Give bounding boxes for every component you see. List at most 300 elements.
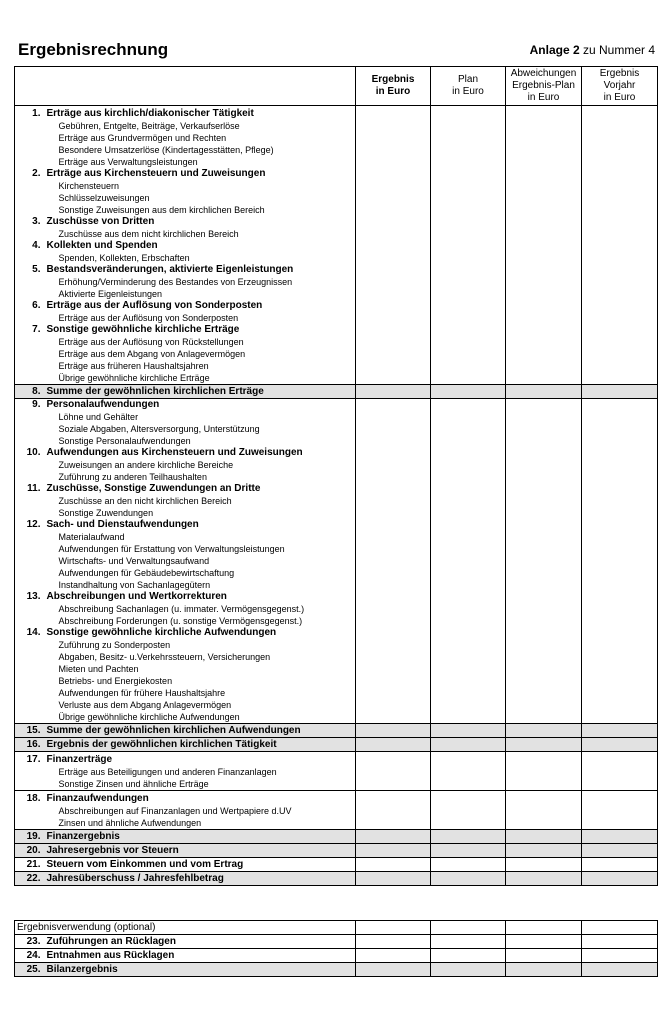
- value-cell[interactable]: [582, 132, 658, 144]
- value-cell[interactable]: [582, 216, 658, 228]
- value-cell[interactable]: [506, 288, 582, 300]
- value-cell[interactable]: [356, 423, 431, 435]
- value-cell[interactable]: [431, 435, 506, 447]
- value-cell[interactable]: [356, 724, 431, 738]
- value-cell[interactable]: [431, 423, 506, 435]
- value-cell[interactable]: [506, 385, 582, 399]
- value-cell[interactable]: [431, 120, 506, 132]
- value-cell[interactable]: [431, 817, 506, 830]
- value-cell[interactable]: [356, 507, 431, 519]
- row-label: Erträge aus dem Abgang von Anlagevermögen: [58, 349, 246, 359]
- value-cell[interactable]: [506, 639, 582, 651]
- value-cell[interactable]: [506, 507, 582, 519]
- value-cell[interactable]: [582, 264, 658, 276]
- value-cell[interactable]: [356, 447, 431, 459]
- value-cell[interactable]: [431, 963, 506, 977]
- value-cell[interactable]: [431, 738, 506, 752]
- value-cell[interactable]: [506, 817, 582, 830]
- value-cell[interactable]: [431, 144, 506, 156]
- value-cell[interactable]: [506, 872, 582, 886]
- value-cell[interactable]: [506, 168, 582, 180]
- value-cell[interactable]: [356, 312, 431, 324]
- value-cell[interactable]: [506, 531, 582, 543]
- value-cell[interactable]: [431, 228, 506, 240]
- value-cell[interactable]: [431, 192, 506, 204]
- value-cell[interactable]: [356, 778, 431, 791]
- value-cell[interactable]: [356, 168, 431, 180]
- value-cell[interactable]: [356, 336, 431, 348]
- value-cell[interactable]: [356, 120, 431, 132]
- value-cell[interactable]: [356, 324, 431, 336]
- value-cell[interactable]: [431, 935, 506, 949]
- value-cell[interactable]: [582, 276, 658, 288]
- value-cell[interactable]: [431, 312, 506, 324]
- value-cell[interactable]: [431, 519, 506, 531]
- value-cell[interactable]: [356, 106, 431, 121]
- value-cell[interactable]: [506, 336, 582, 348]
- row-number: 22.: [15, 872, 45, 886]
- value-cell[interactable]: [431, 240, 506, 252]
- value-cell[interactable]: [356, 483, 431, 495]
- value-cell[interactable]: [582, 738, 658, 752]
- value-cell[interactable]: [582, 817, 658, 830]
- value-cell[interactable]: [431, 459, 506, 471]
- value-cell[interactable]: [506, 216, 582, 228]
- row-label: Erträge aus Verwaltungsleistungen: [58, 157, 198, 167]
- line-item-row: [15, 687, 658, 699]
- row-number: [15, 435, 45, 447]
- value-cell[interactable]: [582, 639, 658, 651]
- value-cell[interactable]: [356, 817, 431, 830]
- value-cell[interactable]: [506, 651, 582, 663]
- value-cell[interactable]: [582, 228, 658, 240]
- value-cell[interactable]: [356, 132, 431, 144]
- value-cell[interactable]: [356, 264, 431, 276]
- value-cell[interactable]: [506, 687, 582, 699]
- value-cell[interactable]: [582, 360, 658, 372]
- value-cell[interactable]: [582, 519, 658, 531]
- value-cell[interactable]: [582, 324, 658, 336]
- value-cell[interactable]: [582, 615, 658, 627]
- value-cell[interactable]: [356, 615, 431, 627]
- value-cell[interactable]: [431, 675, 506, 687]
- value-cell[interactable]: [506, 106, 582, 121]
- value-cell[interactable]: [431, 543, 506, 555]
- value-cell[interactable]: [582, 651, 658, 663]
- value-cell[interactable]: [431, 711, 506, 724]
- value-cell[interactable]: [356, 411, 431, 423]
- value-cell[interactable]: [582, 495, 658, 507]
- value-cell[interactable]: [506, 805, 582, 817]
- value-cell[interactable]: [431, 858, 506, 872]
- value-cell[interactable]: [582, 949, 658, 963]
- value-cell[interactable]: [582, 603, 658, 615]
- line-item-row: [15, 555, 658, 567]
- value-cell[interactable]: [506, 156, 582, 168]
- section-row: [15, 300, 658, 312]
- value-cell[interactable]: [431, 778, 506, 791]
- line-item-row: [15, 805, 658, 817]
- value-cell[interactable]: [356, 372, 431, 385]
- value-cell[interactable]: [506, 615, 582, 627]
- value-cell[interactable]: [431, 579, 506, 591]
- value-cell[interactable]: [356, 663, 431, 675]
- value-cell[interactable]: [431, 531, 506, 543]
- value-cell[interactable]: [356, 252, 431, 264]
- value-cell[interactable]: [582, 336, 658, 348]
- value-cell[interactable]: [582, 168, 658, 180]
- value-cell[interactable]: [356, 399, 431, 412]
- value-cell[interactable]: [431, 872, 506, 886]
- value-cell[interactable]: [582, 459, 658, 471]
- value-cell[interactable]: [356, 699, 431, 711]
- value-cell[interactable]: [356, 385, 431, 399]
- value-cell[interactable]: [582, 844, 658, 858]
- line-item-row: [15, 543, 658, 555]
- row-label: Bestandsveränderungen, aktivierte Eigenleistungen: [46, 264, 294, 275]
- value-cell[interactable]: [506, 483, 582, 495]
- value-cell[interactable]: [356, 591, 431, 603]
- value-cell[interactable]: [506, 555, 582, 567]
- value-cell[interactable]: [506, 471, 582, 483]
- value-cell[interactable]: [356, 360, 431, 372]
- value-cell[interactable]: [582, 711, 658, 724]
- section-row: [15, 240, 658, 252]
- value-cell[interactable]: [506, 543, 582, 555]
- value-cell[interactable]: [431, 615, 506, 627]
- value-cell[interactable]: [356, 495, 431, 507]
- value-cell[interactable]: [582, 411, 658, 423]
- value-cell[interactable]: [431, 216, 506, 228]
- value-cell[interactable]: [356, 639, 431, 651]
- value-cell[interactable]: [582, 935, 658, 949]
- value-cell[interactable]: [582, 778, 658, 791]
- value-cell[interactable]: [356, 627, 431, 639]
- value-cell[interactable]: [431, 276, 506, 288]
- value-cell[interactable]: [506, 627, 582, 639]
- value-cell[interactable]: [506, 252, 582, 264]
- value-cell[interactable]: [431, 447, 506, 459]
- value-cell[interactable]: [582, 921, 658, 935]
- value-cell[interactable]: [431, 252, 506, 264]
- line-item-row: [15, 252, 658, 264]
- row-number: [15, 805, 45, 817]
- value-cell[interactable]: [356, 687, 431, 699]
- value-cell[interactable]: [356, 543, 431, 555]
- value-cell[interactable]: [506, 844, 582, 858]
- value-cell[interactable]: [356, 156, 431, 168]
- value-cell[interactable]: [431, 360, 506, 372]
- value-cell[interactable]: [582, 252, 658, 264]
- value-cell[interactable]: [356, 603, 431, 615]
- value-cell[interactable]: [431, 156, 506, 168]
- value-cell[interactable]: [582, 858, 658, 872]
- value-cell[interactable]: [582, 471, 658, 483]
- value-cell[interactable]: [506, 312, 582, 324]
- value-cell[interactable]: [356, 531, 431, 543]
- value-cell[interactable]: [431, 411, 506, 423]
- row-label: Sonstige Zuwendungen: [58, 508, 154, 518]
- value-cell[interactable]: [431, 766, 506, 778]
- value-cell[interactable]: [356, 435, 431, 447]
- value-cell[interactable]: [431, 180, 506, 192]
- value-cell[interactable]: [356, 192, 431, 204]
- value-cell[interactable]: [356, 858, 431, 872]
- value-cell[interactable]: [582, 300, 658, 312]
- value-cell[interactable]: [431, 399, 506, 412]
- value-cell[interactable]: [356, 144, 431, 156]
- value-cell[interactable]: [431, 555, 506, 567]
- value-cell[interactable]: [506, 324, 582, 336]
- value-cell[interactable]: [582, 180, 658, 192]
- value-cell[interactable]: [356, 579, 431, 591]
- row-number: [15, 543, 45, 555]
- value-cell[interactable]: [356, 519, 431, 531]
- value-cell[interactable]: [356, 651, 431, 663]
- value-cell[interactable]: [506, 240, 582, 252]
- value-cell[interactable]: [506, 192, 582, 204]
- value-cell[interactable]: [431, 663, 506, 675]
- value-cell[interactable]: [506, 132, 582, 144]
- value-cell[interactable]: [431, 791, 506, 806]
- value-cell[interactable]: [356, 766, 431, 778]
- value-cell[interactable]: [582, 531, 658, 543]
- line-item-row: [15, 372, 658, 385]
- value-cell[interactable]: [431, 752, 506, 767]
- value-cell[interactable]: [506, 791, 582, 806]
- value-cell[interactable]: [506, 423, 582, 435]
- value-cell[interactable]: [431, 651, 506, 663]
- value-cell[interactable]: [582, 872, 658, 886]
- value-cell[interactable]: [431, 724, 506, 738]
- value-cell[interactable]: [356, 567, 431, 579]
- value-cell[interactable]: [431, 204, 506, 216]
- value-cell[interactable]: [582, 699, 658, 711]
- value-cell[interactable]: [356, 240, 431, 252]
- value-cell[interactable]: [582, 543, 658, 555]
- value-cell[interactable]: [582, 192, 658, 204]
- value-cell[interactable]: [506, 699, 582, 711]
- value-cell[interactable]: [506, 921, 582, 935]
- value-cell[interactable]: [506, 204, 582, 216]
- value-cell[interactable]: [431, 921, 506, 935]
- value-cell[interactable]: [356, 348, 431, 360]
- value-cell[interactable]: [356, 555, 431, 567]
- value-cell[interactable]: [356, 844, 431, 858]
- value-cell[interactable]: [431, 106, 506, 121]
- value-cell[interactable]: [431, 567, 506, 579]
- value-cell[interactable]: [356, 738, 431, 752]
- value-cell[interactable]: [506, 276, 582, 288]
- value-cell[interactable]: [582, 752, 658, 767]
- value-cell[interactable]: [506, 372, 582, 385]
- value-cell[interactable]: [356, 228, 431, 240]
- value-cell[interactable]: [582, 507, 658, 519]
- row-label: Übrige gewöhnliche kirchliche Erträge: [58, 373, 210, 383]
- line-item-row: [15, 156, 658, 168]
- value-cell[interactable]: [506, 435, 582, 447]
- value-cell[interactable]: [431, 495, 506, 507]
- value-cell[interactable]: [506, 348, 582, 360]
- value-cell[interactable]: [506, 675, 582, 687]
- section-row: [15, 106, 658, 121]
- value-cell[interactable]: [431, 603, 506, 615]
- value-cell[interactable]: [506, 738, 582, 752]
- row-label: Abschreibungen und Wertkorrekturen: [46, 591, 227, 602]
- value-cell[interactable]: [506, 399, 582, 412]
- value-cell[interactable]: [431, 699, 506, 711]
- value-cell[interactable]: [582, 120, 658, 132]
- value-cell[interactable]: [506, 752, 582, 767]
- value-cell[interactable]: [582, 288, 658, 300]
- value-cell[interactable]: [582, 724, 658, 738]
- value-cell[interactable]: [506, 935, 582, 949]
- value-cell[interactable]: [582, 627, 658, 639]
- value-cell[interactable]: [582, 423, 658, 435]
- value-cell[interactable]: [582, 579, 658, 591]
- value-cell[interactable]: [356, 276, 431, 288]
- value-cell[interactable]: [431, 385, 506, 399]
- value-cell[interactable]: [356, 935, 431, 949]
- value-cell[interactable]: [506, 144, 582, 156]
- value-cell[interactable]: [506, 949, 582, 963]
- value-cell[interactable]: [356, 949, 431, 963]
- value-cell[interactable]: [506, 591, 582, 603]
- row-number: [15, 663, 45, 675]
- value-cell[interactable]: [356, 675, 431, 687]
- value-cell[interactable]: [582, 963, 658, 977]
- total-row: [15, 949, 658, 963]
- value-cell[interactable]: [506, 495, 582, 507]
- value-cell[interactable]: [506, 180, 582, 192]
- value-cell[interactable]: [506, 300, 582, 312]
- value-cell[interactable]: [356, 216, 431, 228]
- value-cell[interactable]: [582, 435, 658, 447]
- value-cell[interactable]: [582, 348, 658, 360]
- value-cell[interactable]: [431, 949, 506, 963]
- value-cell[interactable]: [356, 805, 431, 817]
- value-cell[interactable]: [582, 805, 658, 817]
- value-cell[interactable]: [582, 156, 658, 168]
- value-cell[interactable]: [506, 567, 582, 579]
- value-cell[interactable]: [356, 830, 431, 844]
- value-cell[interactable]: [582, 399, 658, 412]
- value-cell[interactable]: [582, 791, 658, 806]
- value-cell[interactable]: [582, 385, 658, 399]
- value-cell[interactable]: [506, 264, 582, 276]
- value-cell[interactable]: [506, 724, 582, 738]
- value-cell[interactable]: [582, 204, 658, 216]
- value-cell[interactable]: [356, 180, 431, 192]
- value-cell[interactable]: [506, 228, 582, 240]
- value-cell[interactable]: [506, 579, 582, 591]
- value-cell[interactable]: [582, 240, 658, 252]
- row-label: Spenden, Kollekten, Erbschaften: [58, 253, 190, 263]
- row-label: Abschreibung Forderungen (u. sonstige Vermögensgegenst.): [58, 616, 303, 626]
- value-cell[interactable]: [582, 830, 658, 844]
- value-cell[interactable]: [431, 324, 506, 336]
- value-cell[interactable]: [582, 372, 658, 385]
- value-cell[interactable]: [506, 360, 582, 372]
- value-cell[interactable]: [506, 663, 582, 675]
- value-cell[interactable]: [506, 766, 582, 778]
- value-cell[interactable]: [582, 663, 658, 675]
- value-cell[interactable]: [356, 752, 431, 767]
- line-item-row: [15, 132, 658, 144]
- value-cell[interactable]: [356, 711, 431, 724]
- value-cell[interactable]: [356, 459, 431, 471]
- value-cell[interactable]: [431, 507, 506, 519]
- value-cell[interactable]: [506, 519, 582, 531]
- line-item-row: [15, 120, 658, 132]
- value-cell[interactable]: [356, 471, 431, 483]
- value-cell[interactable]: [356, 921, 431, 935]
- value-cell[interactable]: [356, 204, 431, 216]
- value-cell[interactable]: [431, 264, 506, 276]
- value-cell[interactable]: [431, 471, 506, 483]
- row-number: [15, 766, 45, 778]
- value-cell[interactable]: [506, 603, 582, 615]
- value-cell[interactable]: [506, 830, 582, 844]
- value-cell[interactable]: [431, 168, 506, 180]
- value-cell[interactable]: [431, 132, 506, 144]
- value-cell[interactable]: [582, 312, 658, 324]
- value-cell[interactable]: [431, 288, 506, 300]
- value-cell[interactable]: [431, 627, 506, 639]
- value-cell[interactable]: [582, 483, 658, 495]
- value-cell[interactable]: [582, 447, 658, 459]
- value-cell[interactable]: [356, 963, 431, 977]
- line-item-row: [15, 423, 658, 435]
- value-cell[interactable]: [356, 300, 431, 312]
- value-cell[interactable]: [582, 567, 658, 579]
- value-cell[interactable]: [582, 106, 658, 121]
- value-cell[interactable]: [356, 791, 431, 806]
- value-cell[interactable]: [356, 872, 431, 886]
- value-cell[interactable]: [431, 687, 506, 699]
- value-cell[interactable]: [431, 348, 506, 360]
- value-cell[interactable]: [506, 963, 582, 977]
- value-cell[interactable]: [431, 300, 506, 312]
- value-cell[interactable]: [431, 639, 506, 651]
- value-cell[interactable]: [506, 447, 582, 459]
- value-cell[interactable]: [582, 766, 658, 778]
- total-row: [15, 963, 658, 977]
- value-cell[interactable]: [506, 459, 582, 471]
- value-cell[interactable]: [431, 591, 506, 603]
- value-cell[interactable]: [431, 372, 506, 385]
- value-cell[interactable]: [506, 120, 582, 132]
- value-cell[interactable]: [582, 675, 658, 687]
- value-cell[interactable]: [506, 711, 582, 724]
- value-cell[interactable]: [506, 858, 582, 872]
- value-cell[interactable]: [431, 805, 506, 817]
- value-cell[interactable]: [431, 483, 506, 495]
- value-cell[interactable]: [431, 830, 506, 844]
- value-cell[interactable]: [582, 144, 658, 156]
- value-cell[interactable]: [431, 844, 506, 858]
- row-number: [15, 204, 45, 216]
- row-label: Abschreibung Sachanlagen (u. immater. Vermögensgegenst.): [58, 604, 305, 614]
- value-cell[interactable]: [356, 288, 431, 300]
- value-cell[interactable]: [582, 591, 658, 603]
- value-cell[interactable]: [582, 687, 658, 699]
- value-cell[interactable]: [431, 336, 506, 348]
- row-number: [15, 555, 45, 567]
- value-cell[interactable]: [506, 778, 582, 791]
- value-cell[interactable]: [506, 411, 582, 423]
- value-cell[interactable]: [582, 555, 658, 567]
